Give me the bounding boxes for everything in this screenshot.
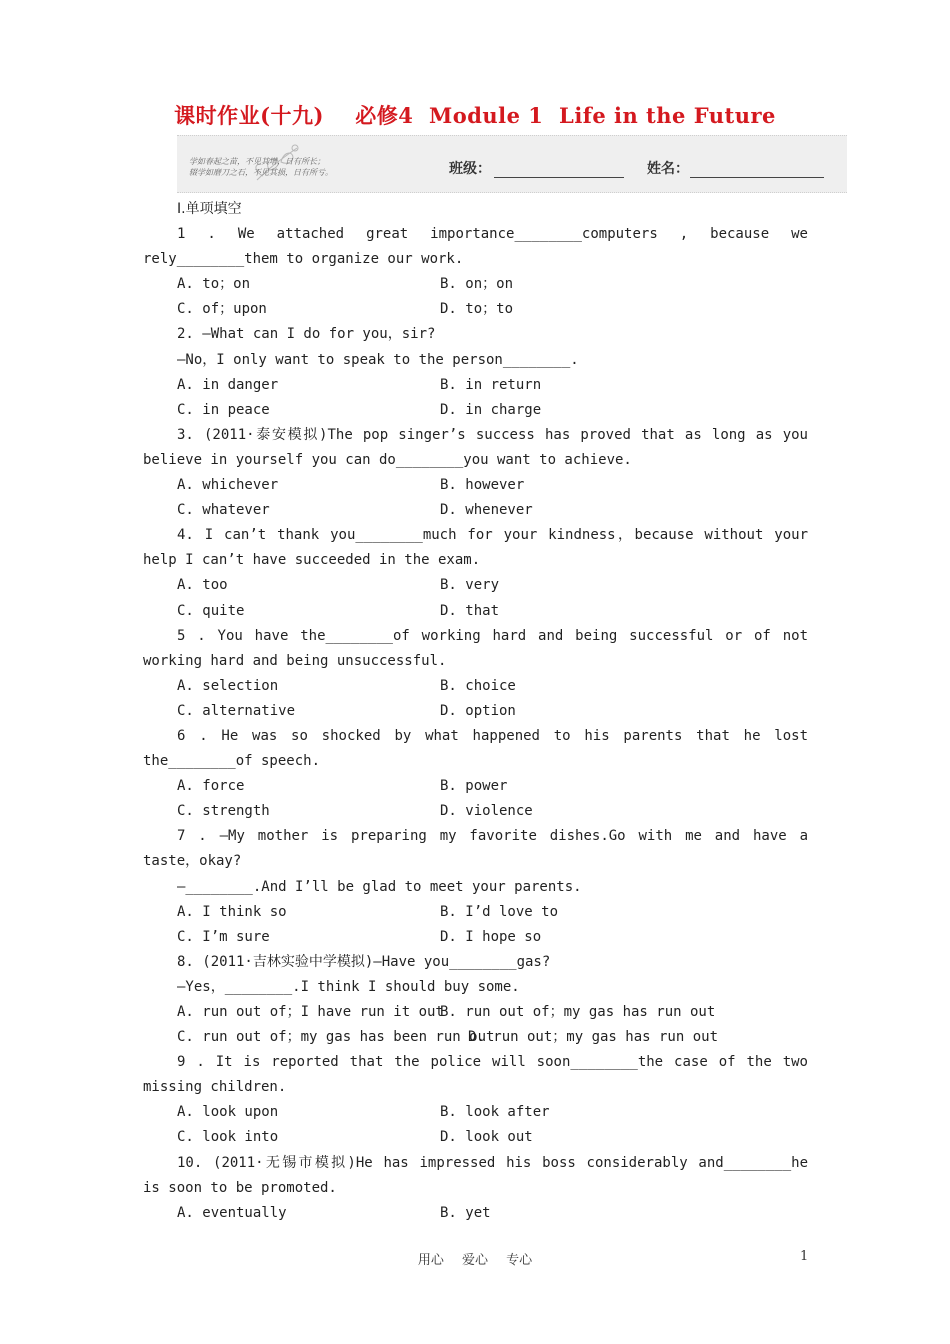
option-row	[143, 1201, 808, 1226]
question-stem: 3. (2011·泰安模拟)The pop singer’s success has proved that as long as you	[177, 426, 808, 443]
option-left: A. force	[177, 778, 245, 795]
option-row	[143, 498, 808, 523]
option-row	[143, 699, 808, 724]
title-topic: Life in the Future	[559, 103, 776, 128]
option-right: B. in return	[440, 376, 542, 393]
exercise-content	[143, 197, 808, 1226]
option-right: D. violence	[440, 803, 533, 820]
option-right: D. to；to	[440, 301, 514, 318]
question-text: rely________them to organize our work.	[143, 251, 464, 268]
option-right: B. on；on	[440, 276, 514, 293]
question-text: missing children.	[143, 1079, 287, 1096]
option-row	[143, 925, 808, 950]
option-row	[143, 1125, 808, 1150]
option-row	[143, 674, 808, 699]
option-row	[143, 900, 808, 925]
question-text: 8. (2011·吉林实验中学模拟)—Have you________gas?	[177, 953, 551, 970]
option-left: C. alternative	[177, 702, 296, 719]
motto-line-1: 学如春起之苗，不见其增，日有所长；	[189, 157, 325, 166]
question-text: believe in yourself you can do________you want to achieve.	[143, 451, 632, 468]
question-text: —________.And I’ll be glad to meet your parents.	[177, 878, 582, 895]
option-right: D. look out	[440, 1129, 533, 1146]
option-row	[143, 473, 808, 498]
option-left: C. whatever	[177, 502, 270, 519]
option-row	[143, 1000, 808, 1025]
question-stem: 6 . He was so shocked by what happened to his parents that he lost	[177, 727, 808, 744]
option-right: B. very	[440, 577, 500, 594]
option-right: B. however	[440, 477, 525, 494]
option-row	[143, 1100, 808, 1125]
question-text: 2. —What can I do for you，sir?	[177, 326, 436, 343]
question-stem: 5 . You have the________of working hard and being successful or of not	[177, 627, 808, 644]
option-left: A. look upon	[177, 1104, 279, 1121]
question-stem: 1 . We attached great importance________computers , because we	[177, 226, 808, 243]
option-right: D. whenever	[440, 502, 533, 519]
question-stem: 7 . —My mother is preparing my favorite dishes.Go with me and have a	[177, 828, 808, 845]
option-left: C. quite	[177, 602, 245, 619]
option-row	[143, 297, 808, 322]
question-stem: 10. (2011·无锡市模拟)He has impressed his boss considerably and________he	[177, 1154, 808, 1171]
name-field[interactable]	[690, 177, 824, 178]
option-row	[143, 599, 808, 624]
title-book: 必修4	[355, 103, 414, 128]
option-row	[143, 799, 808, 824]
option-row	[143, 774, 808, 799]
header-banner	[177, 135, 847, 193]
option-row	[143, 573, 808, 598]
option-right: B. I’d love to	[440, 903, 559, 920]
option-left: A. too	[177, 577, 228, 594]
option-row	[143, 398, 808, 423]
motto	[189, 156, 333, 178]
question-text: —No，I only want to speak to the person________.	[177, 351, 579, 368]
motto-line-2: 辍学如磨刀之石，不见其损，日有所亏。	[189, 168, 333, 177]
name-label: 姓名：	[647, 161, 689, 177]
option-left: A. I think so	[177, 903, 287, 920]
option-right: B. yet	[440, 1204, 491, 1221]
title-cn: 课时作业(十九)	[174, 103, 324, 128]
option-right: D. option	[440, 702, 516, 719]
option-left: C. I’m sure	[177, 928, 270, 945]
option-right: B. power	[440, 778, 508, 795]
option-left: A. eventually	[177, 1204, 287, 1221]
option-left: C. in peace	[177, 401, 270, 418]
page-title	[0, 100, 950, 130]
question-stem: 9 . It is reported that the police will soon________the case of the two	[177, 1054, 808, 1071]
question-text: the________of speech.	[143, 753, 321, 770]
option-right: B. choice	[440, 677, 516, 694]
class-field[interactable]	[494, 177, 624, 178]
option-right: D. that	[440, 602, 500, 619]
class-label: 班级：	[449, 161, 491, 177]
question-text: —Yes，________.I think I should buy some.	[177, 978, 520, 995]
page-number: 1	[800, 1249, 809, 1264]
option-row	[143, 272, 808, 297]
question-stem: 4. I can’t thank you________much for your kindness，because without your	[177, 527, 808, 544]
question-list	[143, 222, 808, 1226]
option-right: B. run out of；my gas has run out	[440, 1004, 716, 1020]
option-right: D. I hope so	[440, 928, 542, 945]
question-text: help I can’t have succeeded in the exam.	[143, 552, 481, 569]
option-right: B. look after	[440, 1104, 550, 1121]
question-text: taste，okay?	[143, 853, 242, 870]
option-left: C. run out of；my gas has been run out	[177, 1029, 495, 1046]
footer-slogan: 用心 爱心 专心	[417, 1253, 533, 1268]
question-text: is soon to be promoted.	[143, 1179, 337, 1196]
option-left: C. strength	[177, 803, 270, 820]
question-text: working hard and being unsuccessful.	[143, 652, 447, 669]
option-left: C. of；upon	[177, 301, 267, 318]
title-module: Module 1	[428, 103, 544, 128]
option-row	[143, 373, 808, 398]
option-left: A. whichever	[177, 477, 279, 494]
section-title: Ⅰ.单项填空	[177, 201, 242, 217]
option-right: D. in charge	[440, 401, 542, 418]
option-left: A. to；on	[177, 276, 251, 293]
option-left: A. in danger	[177, 376, 279, 393]
option-left: A. selection	[177, 677, 279, 694]
option-left: A. run out of；I have run it out	[177, 1004, 444, 1020]
option-row	[143, 1025, 808, 1050]
option-right: D. run out；my gas has run out	[468, 1029, 719, 1046]
option-left: C. look into	[177, 1129, 279, 1146]
